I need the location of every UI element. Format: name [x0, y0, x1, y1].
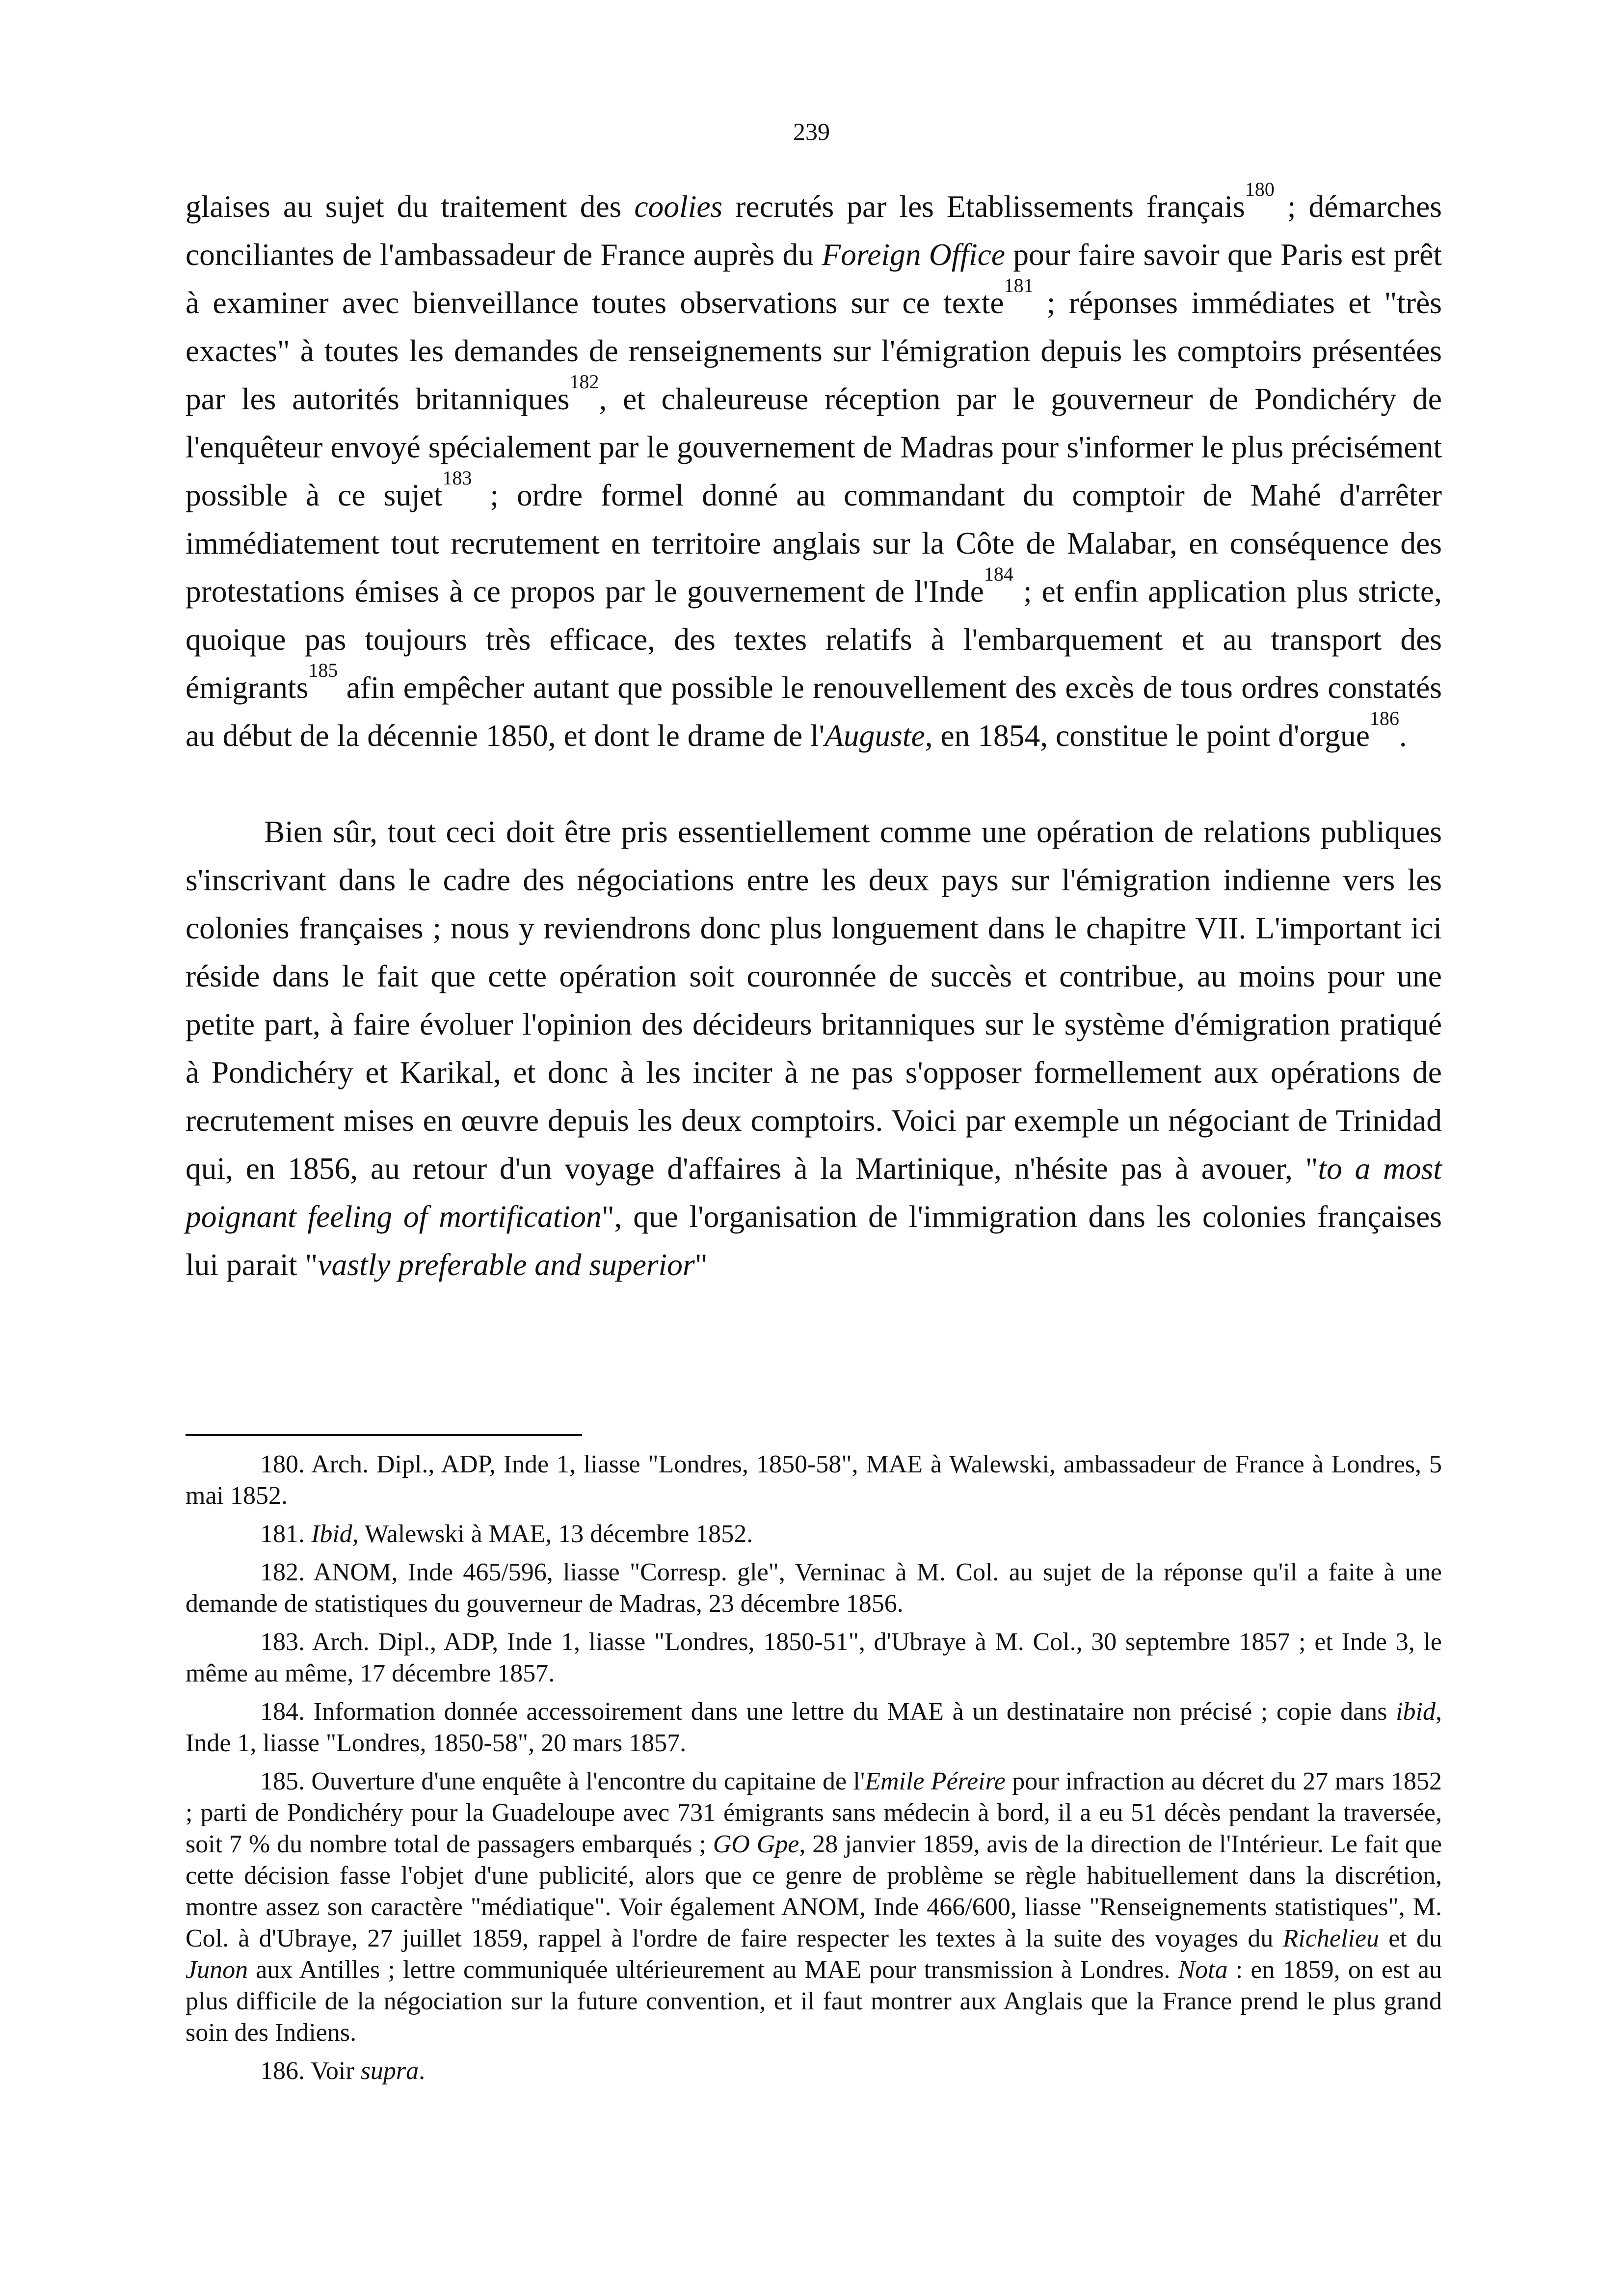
italic-term: supra — [360, 2057, 419, 2085]
paragraph-1 — [186, 178, 1442, 760]
text-run: . — [1399, 718, 1407, 753]
italic-term: Foreign Office — [822, 237, 1005, 272]
footnote-text: 186. Voir — [260, 2057, 361, 2085]
text-run: ", que l'organisation de l'immigration dans les colonies françaises lui parait " — [186, 1199, 1442, 1282]
footnote-ref-184[interactable]: 184 — [984, 563, 1013, 585]
page-number: 239 — [793, 118, 830, 145]
italic-term: coolies — [634, 189, 723, 224]
italic-term: Ibid — [311, 1520, 352, 1548]
text-run: recrutés par les Etablissements français — [722, 189, 1245, 224]
footnote-186 — [186, 2056, 1442, 2087]
footnote-text: 184. Information donnée accessoirement dans une lettre du MAE à un destinataire non précisé ; copie dans — [260, 1698, 1396, 1726]
footnote-185 — [186, 1766, 1442, 2049]
text-run: glaises au sujet du traitement des — [186, 189, 635, 224]
text-run: , en 1854, constitue le point d'orgue — [925, 718, 1370, 753]
footnote-text: 182. ANOM, Inde 465/596, liasse "Corresp. gle", Verninac à M. Col. au sujet de la réponse qu'il a faite à une demande de statistiques du gouverneur de Madras, 23 décembre 1856. — [186, 1558, 1442, 1618]
text-run: ; réponses immédiates et "très exactes" à toutes les demandes de renseignements sur l'émigration depuis les comptoirs présentées par les autorités britanniques — [186, 285, 1442, 416]
footnote-184 — [186, 1696, 1442, 1759]
footnote-ref-183[interactable]: 183 — [442, 467, 472, 489]
footnote-ref-185[interactable]: 185 — [308, 659, 338, 681]
footnote-text: 185. Ouverture d'une enquête à l'encontre du capitaine de l' — [260, 1767, 865, 1795]
footnote-text: pour infraction au décret du 27 mars 1852 ; parti de Pondichéry pour la Guadeloupe avec 731 émigrants sans médecin à bord, il a eu 51 décès pendant la traversée, soit 7 % du nombre total de passagers embarqués ; — [186, 1767, 1442, 1858]
italic-quote: vastly preferable and superior — [318, 1247, 695, 1282]
footnote-ref-186[interactable]: 186 — [1369, 707, 1399, 729]
paragraph-2 — [186, 808, 1442, 1289]
italic-ship-name: Auguste — [825, 718, 925, 753]
italic-ship-name: Richelieu — [1282, 1924, 1379, 1952]
italic-quote: to a most poignant feeling of mortification — [186, 1151, 1442, 1234]
text-run: ; démarches conciliantes de l'ambassadeur de France auprès du — [186, 189, 1442, 272]
text-run: pour faire savoir que Paris est prêt à examiner avec bienveillance toutes observations sur ce texte — [186, 237, 1442, 320]
footnote-text: 181. — [260, 1520, 311, 1548]
text-run: afin empêcher autant que possible le renouvellement des excès de tous ordres constatés au début de la décennie 1850, et dont le drame de l' — [186, 670, 1442, 753]
footnote-ref-180[interactable]: 180 — [1245, 178, 1275, 200]
footnote-text: , Walewski à MAE, 13 décembre 1852. — [352, 1520, 753, 1548]
footnote-separator — [186, 1434, 582, 1436]
italic-ship-name: Junon — [186, 1956, 248, 1984]
italic-term: ibid — [1396, 1698, 1436, 1726]
footnote-text: : en 1859, on est au plus difficile de la négociation sur la future convention, et il faut montrer aux Anglais que la France prend le plus grand soin des Indiens. — [186, 1956, 1442, 2047]
footnote-181 — [186, 1519, 1442, 1550]
italic-ship-name: Emile Péreire — [865, 1767, 1006, 1795]
footnote-text: , Inde 1, liasse "Londres, 1850-58", 20 mars 1857. — [186, 1698, 1442, 1757]
main-text — [186, 178, 1442, 1289]
footnote-text: et du — [1379, 1924, 1442, 1952]
footnote-text: , 28 janvier 1859, avis de la direction de l'Intérieur. Le fait que cette décision fasse l'objet d'une publicité, alors que ce genre de problème se règle habituellement dans la discrétion, montre assez son caractère "médiatique". Voir également ANOM, Inde 466/600, liasse "Renseignements statistiques", M. Col. à d'Ubraye, 27 juillet 1859, rappel à l'ordre de faire respecter les textes à la suite des voyages du — [186, 1830, 1442, 1952]
footnote-text: 183. Arch. Dipl., ADP, Inde 1, liasse "Londres, 1850-51", d'Ubraye à M. Col., 30 septembre 1857 ; et Inde 3, le même au même, 17 décembre 1857. — [186, 1628, 1442, 1687]
text-run: , et chaleureuse réception par le gouverneur de Pondichéry de l'enquêteur envoyé spécialement par le gouvernement de Madras pour s'informer le plus précisément possible à ce sujet — [186, 381, 1442, 512]
footnotes — [186, 1449, 1442, 2094]
text-run: Bien sûr, tout ceci doit être pris essentiellement comme une opération de relations publiques s'inscrivant dans le cadre des négociations entre les deux pays sur l'émigration indienne vers les colonies françaises ; nous y reviendrons donc plus longuement dans le chapitre VII. L'important ici réside dans le fait que cette opération soit couronnée de succès et contribue, au moins pour une petite part, à faire évoluer l'opinion des décideurs britanniques sur le système d'émigration pratiqué à Pondichéry et Karikal, et donc à les inciter à ne pas s'opposer formellement aux opérations de recrutement mises en œuvre depuis les deux comptoirs. Voici par exemple un négociant de Trinidad qui, en 1856, au retour d'un voyage d'affaires à la Martinique, n'hésite pas à avouer, " — [186, 814, 1442, 1186]
text-run: ; et enfin application plus stricte, quoique pas toujours très efficace, des textes relatifs à l'embarquement et au transport des émigrants — [186, 574, 1442, 705]
footnote-text: aux Antilles ; lettre communiquée ultérieurement au MAE pour transmission à Londres. — [248, 1956, 1178, 1984]
footnote-text: 180. Arch. Dipl., ADP, Inde 1, liasse "Londres, 1850-58", MAE à Walewski, ambassadeur de France à Londres, 5 mai 1852. — [186, 1450, 1442, 1510]
footnote-ref-181[interactable]: 181 — [1004, 274, 1034, 296]
text-run: ; ordre formel donné au commandant du comptoir de Mahé d'arrêter immédiatement tout recrutement en territoire anglais sur la Côte de Malabar, en conséquence des protestations émises à ce propos par le gouvernement de l'Inde — [186, 478, 1442, 609]
italic-term: Nota — [1178, 1956, 1228, 1984]
footnote-183 — [186, 1627, 1442, 1689]
footnote-182 — [186, 1557, 1442, 1620]
italic-term: GO Gpe — [713, 1830, 799, 1858]
text-run: " — [694, 1247, 708, 1282]
footnote-text: . — [419, 2057, 426, 2085]
footnote-ref-182[interactable]: 182 — [569, 371, 599, 393]
footnote-180 — [186, 1449, 1442, 1512]
